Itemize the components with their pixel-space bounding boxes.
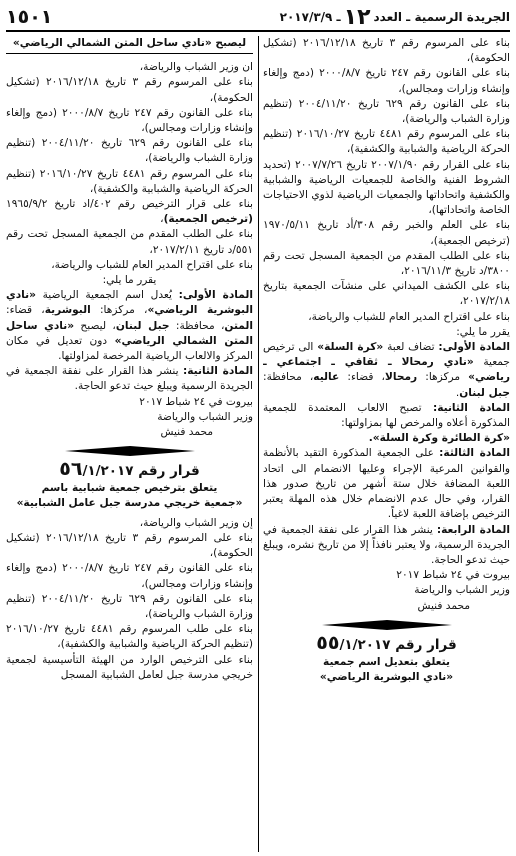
- decides-line: يقرر ما يلي:: [102, 274, 157, 287]
- article-text: ، ليصبح: [74, 319, 116, 332]
- citation-text: ،: [160, 213, 164, 226]
- decision-year: /١/٢٠١٧: [339, 636, 391, 653]
- gazette-title: الجريدة الرسمية ـ العدد: [373, 10, 510, 24]
- decision-subject: يتعلق بترخيص جمعية شبابية باسم: [41, 482, 218, 495]
- sport-name: «كرة السلة»: [317, 341, 384, 354]
- citation: بناء على القانون رقم ٢٤٧ تاريخ ٢٠٠٠/٨/٧ (دمج وإلغاء وإنشاء وزارات ومجالس)،: [263, 67, 510, 95]
- citation: بناء على طلب المرسوم رقم ٤٤٨١ تاريخ ٢٠١٦/١٠/٢٧ (تنظيم الحركة الرياضية والشبابية والكشفية)،: [6, 623, 253, 651]
- citation: بناء على الطلب المقدم من الجمعية المسجل تحت رقم ٥٥١/د تاريخ ٢٠١٧/٢/١١،: [6, 228, 253, 256]
- citation: بناء على المرسوم رقم ٣ تاريخ ٢٠١٦/١٢/١٨ (تشكيل الحكومة)،: [6, 531, 253, 560]
- citation: [6, 197, 253, 227]
- minister-name: محمد فنيش: [160, 426, 213, 439]
- citation: بناء على القانون رقم ٦٢٩ تاريخ ٢٠٠٤/١١/٢٠ (تنظيم وزارة الشباب والرياضة)،: [6, 592, 253, 620]
- decision-num: ٥٥: [316, 631, 340, 654]
- citation: بناء على القرار رقم ٢٠٠٧/١/٩٠ تاريخ ٢٠٠٧/٧/٢٦ (تحديد الشروط الفنية والخاصة للجمعيات الرياضية والشبابية والكشفية واتحاداتها والجمعيات الرياضية لذوي الاحتياجات الخاصة واتحاداتها)،: [263, 158, 510, 217]
- citation: بناء على المرسوم رقم ٣ تاريخ ٢٠١٦/١٢/١٨ (تشكيل الحكومة)،: [6, 76, 253, 104]
- article-text: ، محافظة:: [169, 319, 225, 332]
- citation: بناء على اقتراح المدير العام للشباب والرياضة،: [51, 258, 253, 271]
- article-label: المادة الثانية:: [182, 365, 253, 378]
- club-name: «نادي رمحالا ـ ثقافي ـ اجتماعي ـ رياضي»: [263, 356, 510, 384]
- minister-title: وزير الشباب والرياضة: [157, 410, 253, 423]
- article-label: المادة الثالثة:: [439, 447, 510, 460]
- decision-subject: «نادي البوشرية الرياضي»: [319, 670, 454, 683]
- article-text: ، قضاء:: [6, 304, 45, 317]
- article-text: الى ترخيص جمعية: [263, 341, 510, 369]
- citation: بناء على الطلب المقدم من الجمعية المسجل تحت رقم ٣٨٠٠/د تاريخ ٢٠١٦/١١/٣،: [263, 249, 510, 278]
- article-text: يُعدل اسم الجمعية الرياضية: [35, 289, 179, 302]
- club-district: المتن: [224, 319, 253, 332]
- article-label: المادة الثانية:: [432, 401, 510, 414]
- club-location: رمحالا: [384, 371, 418, 384]
- page-number: ١٥٠١: [6, 6, 53, 28]
- club-location: البوشرية: [44, 304, 91, 317]
- article-1: [263, 340, 510, 401]
- article-2: [6, 364, 253, 394]
- place-date: بيروت في ٢٤ شباط ٢٠١٧: [396, 569, 510, 582]
- decision-number: [263, 631, 510, 655]
- citation: بناء على المرسوم رقم ٤٤٨١ تاريخ ٢٠١٦/١٠/٢٧ (تنظيم الحركة الرياضية والشبابية والكشفية)،: [6, 167, 253, 195]
- decision-subject: ليصبح «نادي ساحل المتن الشمالي الرياضي»: [6, 36, 253, 54]
- issue-number: ١٢: [343, 4, 371, 30]
- citation: بناء على القانون رقم ٢٤٧ تاريخ ٢٠٠٠/٨/٧ (دمج وإلغاء وإنشاء وزارات ومجالس)،: [6, 562, 253, 590]
- left-column: [6, 36, 253, 854]
- approved-sports: «كرة الطائرة وكرة السلة».: [368, 432, 510, 445]
- article-text: مركزها:: [417, 371, 469, 384]
- citation: بناء على القانون رقم ٢٤٧ تاريخ ٢٠٠٠/٨/٧ (دمج وإلغاء وإنشاء وزارات ومجالس)،: [6, 106, 253, 135]
- decision-subject: «جمعية خريجي مدرسة جبل عامل الشبابية»: [16, 497, 243, 510]
- header-title-group: [280, 5, 510, 30]
- citation: بناء على القانون رقم ٦٢٩ تاريخ ٢٠٠٤/١١/٢٠ (تنظيم وزارة الشباب والرياضة)،: [263, 97, 510, 126]
- citation: بناء على الكشف الميداني على منشآت الجمعية بتاريخ ٢٠١٧/٢/١٨،: [263, 280, 510, 308]
- article-label: المادة الأولى:: [178, 289, 253, 302]
- column-divider: [258, 36, 259, 852]
- article-text: تضاف لعبة: [383, 341, 439, 354]
- decision-number: [6, 460, 253, 481]
- article-label: المادة الرابعة:: [436, 523, 510, 536]
- article-text: على الجمعية المذكورة التقيد بالأنظمة والقوانين المرعية الإجراء وعليها الانضمام الى اتحاد اللعبة المضافة خلال ستة أشهر من تاريخ صدور هذا القرار، وفي حال عدم الانضمام خلال هذه المهلة يعتبر الترخيص بإضافة اللعبة لاغياً.: [263, 447, 510, 521]
- citation: بناء على اقتراح المدير العام للشباب والرياضة،: [308, 310, 510, 323]
- decides-line: يقرر ما يلي:: [456, 325, 510, 338]
- club-governorate: جبل لبنان: [115, 319, 170, 332]
- decision-num: ٥٦: [59, 458, 83, 481]
- minister-name: محمد فنيش: [417, 599, 470, 612]
- article-1: [6, 288, 253, 364]
- article-text: دون تعديل في مكان المركز والالعاب الرياضية المرخصة لمزاولتها.: [6, 334, 253, 363]
- citation: بناء على المرسوم رقم ٣ تاريخ ٢٠١٦/١٢/١٨ (تشكيل الحكومة)،: [263, 37, 510, 65]
- citation-bold: (ترخيص الجمعية): [163, 213, 253, 226]
- citation-text: بناء على قرار الترخيص رقم ٤٠٢/اد تاريخ ١٩٦٥/٩/٢: [6, 198, 253, 211]
- citation: بناء على الترخيص الوارد من الهيئة التأسيسية لجمعية خريجي مدرسة جبل لعامل الشبابية المسجل: [6, 653, 253, 681]
- minister-intro: إن وزير الشباب والرياضة،: [139, 516, 253, 529]
- right-column: [263, 36, 510, 854]
- club-new-name: «نادي ساحل المتن الشمالي الرياضي»: [6, 319, 253, 347]
- article-text: ينشر هذا القرار على نفقة الجمعية في الجريدة الرسمية، ولا يعتبر نافذاً إلا من تاريخ نشره، ويبلغ حيث تدعو الحاجة.: [263, 523, 510, 566]
- article-text: .: [455, 386, 460, 399]
- page-header: [6, 4, 510, 32]
- article-3: [263, 446, 510, 522]
- minister-title: وزير الشباب والرياضة: [414, 584, 510, 597]
- decision-prefix: قرار رقم: [395, 636, 457, 653]
- section-ornament: [263, 620, 510, 630]
- article-4: [263, 523, 510, 569]
- decision-subject: يتعلق بتعديل اسم جمعية: [323, 655, 450, 668]
- article-text: ، محافظة:: [263, 371, 314, 384]
- place-date: بيروت في ٢٤ شباط ٢٠١٧: [139, 395, 253, 408]
- article-text: ، مركزها:: [90, 304, 148, 317]
- citation: بناء على القانون رقم ٦٢٩ تاريخ ٢٠٠٤/١١/٢٠ (تنظيم وزارة الشباب والرياضة)،: [6, 137, 253, 165]
- article-label: المادة الأولى:: [438, 341, 510, 354]
- issue-date: ـ ٢٠١٧/٣/٩: [279, 10, 341, 24]
- article-2: [263, 401, 510, 431]
- article-text: تصبح الالعاب المعتمدة للجمعية المذكورة أعلاه والمرخص لها بمزاولتها:: [263, 401, 510, 430]
- section-ornament: [6, 446, 253, 456]
- club-governorate: جبل لبنان: [459, 386, 510, 399]
- decision-year: /١/٢٠١٧: [82, 463, 134, 480]
- article-text: ، قضاء:: [339, 371, 385, 384]
- citation: بناء على المرسوم رقم ٤٤٨١ تاريخ ٢٠١٦/١٠/٢٧ (تنظيم الحركة الرياضية والشبابية والكشفية)،: [263, 128, 510, 156]
- citation: بناء على العلم والخبر رقم ٣٠٨/أد تاريخ ١٩٧٠/٥/١١ (ترخيص الجمعية)،: [263, 219, 510, 247]
- decision-prefix: قرار رقم: [138, 463, 200, 480]
- minister-intro: ان وزير الشباب والرياضة،: [139, 61, 253, 74]
- club-district: عاليه: [313, 371, 340, 384]
- club-old-name: «نادي البوشرية الرياضي»: [6, 289, 253, 317]
- article-text: ينشر هذا القرار على نفقة الجمعية في الجريدة الرسمية ويبلغ حيث تدعو الحاجة.: [6, 365, 253, 393]
